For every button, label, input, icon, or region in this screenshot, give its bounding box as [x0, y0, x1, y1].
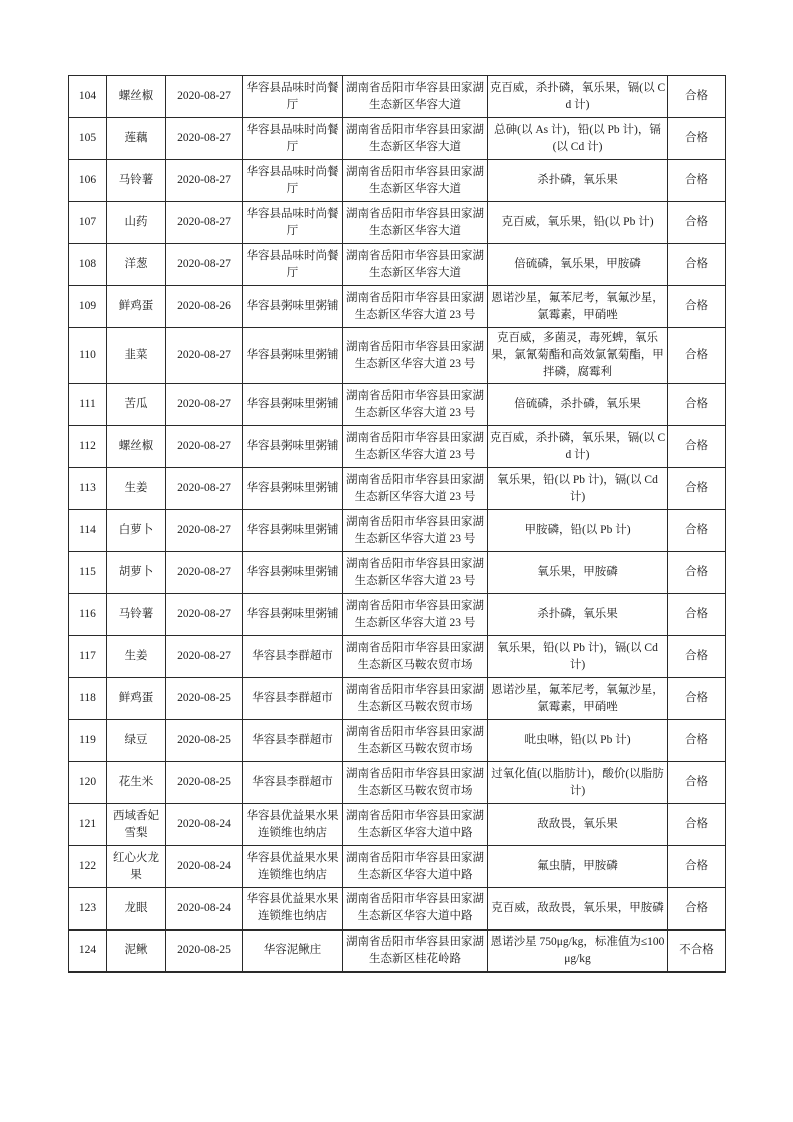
table-row — [69, 930, 726, 972]
table-row — [69, 328, 726, 384]
cell-sample-date: 2020-08-27 — [166, 244, 243, 286]
cell-vendor-address: 湖南省岳阳市华容县田家湖生态新区华容大道 23 号 — [343, 384, 488, 426]
cell-food-name: 韭菜 — [107, 328, 166, 384]
cell-row-number: 112 — [69, 426, 107, 468]
cell-vendor-address: 湖南省岳阳市华容县田家湖生态新区华容大道 23 号 — [343, 510, 488, 552]
cell-test-items: 恩诺沙星，氟苯尼考，氧氟沙星，氯霉素，甲硝唑 — [488, 286, 668, 328]
cell-sample-date: 2020-08-27 — [166, 426, 243, 468]
cell-row-number: 106 — [69, 160, 107, 202]
cell-sample-date: 2020-08-25 — [166, 720, 243, 762]
table-row — [69, 804, 726, 846]
cell-row-number: 110 — [69, 328, 107, 384]
cell-row-number: 124 — [69, 930, 107, 972]
cell-sample-date: 2020-08-26 — [166, 286, 243, 328]
cell-test-items: 倍硫磷，氧乐果，甲胺磷 — [488, 244, 668, 286]
cell-sample-date: 2020-08-27 — [166, 594, 243, 636]
cell-result: 合格 — [668, 636, 726, 678]
cell-result: 合格 — [668, 720, 726, 762]
cell-sample-date: 2020-08-27 — [166, 636, 243, 678]
cell-vendor-address: 湖南省岳阳市华容县田家湖生态新区华容大道 — [343, 244, 488, 286]
table-row — [69, 552, 726, 594]
table-row — [69, 244, 726, 286]
cell-sample-date: 2020-08-27 — [166, 468, 243, 510]
cell-result: 合格 — [668, 594, 726, 636]
cell-vendor-address: 湖南省岳阳市华容县田家湖生态新区马鞍农贸市场 — [343, 762, 488, 804]
cell-test-items: 氧乐果，甲胺磷 — [488, 552, 668, 594]
cell-test-items: 克百威，杀扑磷，氧乐果，镉(以 Cd 计) — [488, 76, 668, 118]
cell-food-name: 龙眼 — [107, 888, 166, 930]
cell-row-number: 122 — [69, 846, 107, 888]
cell-result: 不合格 — [668, 930, 726, 972]
table-row — [69, 678, 726, 720]
cell-result: 合格 — [668, 76, 726, 118]
cell-vendor-address: 湖南省岳阳市华容县田家湖生态新区华容大道 — [343, 118, 488, 160]
cell-food-name: 白萝卜 — [107, 510, 166, 552]
cell-food-name: 马铃薯 — [107, 594, 166, 636]
table-row — [69, 118, 726, 160]
cell-vendor-name: 华容县品味时尚餐厅 — [243, 160, 343, 202]
cell-row-number: 117 — [69, 636, 107, 678]
cell-vendor-address: 湖南省岳阳市华容县田家湖生态新区华容大道 23 号 — [343, 468, 488, 510]
cell-food-name: 山药 — [107, 202, 166, 244]
cell-test-items: 克百威，敌敌畏，氧乐果，甲胺磷 — [488, 888, 668, 930]
table-row — [69, 846, 726, 888]
cell-vendor-address: 湖南省岳阳市华容县田家湖生态新区马鞍农贸市场 — [343, 636, 488, 678]
cell-vendor-name: 华容县优益果水果连锁维也纳店 — [243, 846, 343, 888]
cell-vendor-address: 湖南省岳阳市华容县田家湖生态新区华容大道中路 — [343, 846, 488, 888]
cell-row-number: 123 — [69, 888, 107, 930]
table-row — [69, 888, 726, 930]
cell-vendor-name: 华容县粥味里粥铺 — [243, 594, 343, 636]
cell-sample-date: 2020-08-27 — [166, 328, 243, 384]
table-row — [69, 468, 726, 510]
cell-sample-date: 2020-08-27 — [166, 118, 243, 160]
cell-vendor-name: 华容县粥味里粥铺 — [243, 286, 343, 328]
cell-row-number: 119 — [69, 720, 107, 762]
cell-vendor-address: 湖南省岳阳市华容县田家湖生态新区桂花岭路 — [343, 930, 488, 972]
cell-result: 合格 — [668, 678, 726, 720]
cell-test-items: 氟虫腈，甲胺磷 — [488, 846, 668, 888]
cell-sample-date: 2020-08-24 — [166, 888, 243, 930]
table-row — [69, 510, 726, 552]
cell-sample-date: 2020-08-27 — [166, 202, 243, 244]
cell-row-number: 105 — [69, 118, 107, 160]
cell-food-name: 莲藕 — [107, 118, 166, 160]
cell-food-name: 螺丝椒 — [107, 426, 166, 468]
cell-test-items: 恩诺沙星，氟苯尼考，氧氟沙星，氯霉素，甲硝唑 — [488, 678, 668, 720]
cell-test-items: 恩诺沙星 750μg/kg，标准值为≤100μg/kg — [488, 930, 668, 972]
cell-food-name: 生姜 — [107, 636, 166, 678]
cell-result: 合格 — [668, 244, 726, 286]
cell-sample-date: 2020-08-24 — [166, 846, 243, 888]
cell-result: 合格 — [668, 468, 726, 510]
cell-vendor-name: 华容县粥味里粥铺 — [243, 468, 343, 510]
cell-result: 合格 — [668, 384, 726, 426]
table-row — [69, 202, 726, 244]
cell-sample-date: 2020-08-25 — [166, 762, 243, 804]
cell-result: 合格 — [668, 118, 726, 160]
cell-vendor-name: 华容县李群超市 — [243, 720, 343, 762]
cell-row-number: 116 — [69, 594, 107, 636]
cell-food-name: 生姜 — [107, 468, 166, 510]
cell-food-name: 胡萝卜 — [107, 552, 166, 594]
cell-sample-date: 2020-08-27 — [166, 384, 243, 426]
cell-vendor-address: 湖南省岳阳市华容县田家湖生态新区华容大道 23 号 — [343, 552, 488, 594]
cell-row-number: 113 — [69, 468, 107, 510]
cell-row-number: 104 — [69, 76, 107, 118]
cell-vendor-name: 华容县李群超市 — [243, 678, 343, 720]
cell-test-items: 甲胺磷，铅(以 Pb 计) — [488, 510, 668, 552]
cell-sample-date: 2020-08-24 — [166, 804, 243, 846]
cell-test-items: 克百威，氧乐果，铅(以 Pb 计) — [488, 202, 668, 244]
cell-result: 合格 — [668, 286, 726, 328]
cell-food-name: 红心火龙果 — [107, 846, 166, 888]
cell-vendor-address: 湖南省岳阳市华容县田家湖生态新区华容大道 23 号 — [343, 328, 488, 384]
cell-result: 合格 — [668, 762, 726, 804]
cell-vendor-name: 华容县粥味里粥铺 — [243, 552, 343, 594]
cell-vendor-address: 湖南省岳阳市华容县田家湖生态新区华容大道 — [343, 202, 488, 244]
cell-food-name: 螺丝椒 — [107, 76, 166, 118]
cell-test-items: 倍硫磷，杀扑磷，氧乐果 — [488, 384, 668, 426]
cell-vendor-address: 湖南省岳阳市华容县田家湖生态新区华容大道 23 号 — [343, 426, 488, 468]
cell-sample-date: 2020-08-27 — [166, 76, 243, 118]
cell-sample-date: 2020-08-27 — [166, 510, 243, 552]
cell-test-items: 杀扑磷，氧乐果 — [488, 594, 668, 636]
table-row — [69, 286, 726, 328]
cell-food-name: 绿豆 — [107, 720, 166, 762]
cell-sample-date: 2020-08-25 — [166, 930, 243, 972]
cell-vendor-name: 华容县粥味里粥铺 — [243, 510, 343, 552]
cell-result: 合格 — [668, 846, 726, 888]
cell-vendor-name: 华容县粥味里粥铺 — [243, 384, 343, 426]
cell-test-items: 氧乐果，铅(以 Pb 计)，镉(以 Cd 计) — [488, 636, 668, 678]
cell-vendor-address: 湖南省岳阳市华容县田家湖生态新区华容大道 23 号 — [343, 286, 488, 328]
cell-vendor-address: 湖南省岳阳市华容县田家湖生态新区华容大道 23 号 — [343, 594, 488, 636]
cell-row-number: 109 — [69, 286, 107, 328]
cell-food-name: 鲜鸡蛋 — [107, 286, 166, 328]
cell-row-number: 108 — [69, 244, 107, 286]
cell-food-name: 洋葱 — [107, 244, 166, 286]
cell-food-name: 苦瓜 — [107, 384, 166, 426]
cell-result: 合格 — [668, 202, 726, 244]
cell-vendor-address: 湖南省岳阳市华容县田家湖生态新区华容大道中路 — [343, 888, 488, 930]
cell-vendor-name: 华容县品味时尚餐厅 — [243, 202, 343, 244]
cell-row-number: 114 — [69, 510, 107, 552]
cell-test-items: 总砷(以 As 计)，铅(以 Pb 计)，镉(以 Cd 计) — [488, 118, 668, 160]
table-row — [69, 636, 726, 678]
cell-food-name: 花生米 — [107, 762, 166, 804]
cell-test-items: 过氧化值(以脂肪计)，酸价(以脂肪计) — [488, 762, 668, 804]
table-row — [69, 720, 726, 762]
cell-test-items: 敌敌畏，氧乐果 — [488, 804, 668, 846]
cell-vendor-address: 湖南省岳阳市华容县田家湖生态新区马鞍农贸市场 — [343, 720, 488, 762]
cell-row-number: 111 — [69, 384, 107, 426]
cell-vendor-name: 华容县优益果水果连锁维也纳店 — [243, 804, 343, 846]
cell-vendor-name: 华容县品味时尚餐厅 — [243, 76, 343, 118]
cell-test-items: 吡虫啉，铅(以 Pb 计) — [488, 720, 668, 762]
cell-result: 合格 — [668, 160, 726, 202]
cell-vendor-name: 华容县优益果水果连锁维也纳店 — [243, 888, 343, 930]
cell-vendor-address: 湖南省岳阳市华容县田家湖生态新区华容大道 — [343, 160, 488, 202]
table-row — [69, 594, 726, 636]
cell-result: 合格 — [668, 804, 726, 846]
cell-food-name: 鲜鸡蛋 — [107, 678, 166, 720]
cell-vendor-name: 华容县李群超市 — [243, 762, 343, 804]
cell-test-items: 克百威，杀扑磷，氧乐果，镉(以 Cd 计) — [488, 426, 668, 468]
cell-sample-date: 2020-08-25 — [166, 678, 243, 720]
cell-row-number: 107 — [69, 202, 107, 244]
cell-result: 合格 — [668, 328, 726, 384]
cell-vendor-address: 湖南省岳阳市华容县田家湖生态新区华容大道中路 — [343, 804, 488, 846]
cell-food-name: 西域香妃雪梨 — [107, 804, 166, 846]
table-row — [69, 762, 726, 804]
cell-result: 合格 — [668, 510, 726, 552]
inspection-table-body — [69, 76, 726, 972]
inspection-results-table — [68, 75, 726, 973]
cell-result: 合格 — [668, 552, 726, 594]
table-row — [69, 426, 726, 468]
cell-sample-date: 2020-08-27 — [166, 552, 243, 594]
cell-result: 合格 — [668, 888, 726, 930]
cell-vendor-name: 华容县粥味里粥铺 — [243, 426, 343, 468]
cell-food-name: 泥鳅 — [107, 930, 166, 972]
cell-row-number: 121 — [69, 804, 107, 846]
cell-vendor-name: 华容县粥味里粥铺 — [243, 328, 343, 384]
cell-sample-date: 2020-08-27 — [166, 160, 243, 202]
table-row — [69, 160, 726, 202]
cell-row-number: 118 — [69, 678, 107, 720]
table-row — [69, 76, 726, 118]
cell-vendor-name: 华容泥鳅庄 — [243, 930, 343, 972]
cell-test-items: 杀扑磷，氧乐果 — [488, 160, 668, 202]
cell-row-number: 120 — [69, 762, 107, 804]
cell-vendor-name: 华容县李群超市 — [243, 636, 343, 678]
cell-food-name: 马铃薯 — [107, 160, 166, 202]
table-row — [69, 384, 726, 426]
cell-vendor-address: 湖南省岳阳市华容县田家湖生态新区华容大道 — [343, 76, 488, 118]
cell-row-number: 115 — [69, 552, 107, 594]
cell-vendor-name: 华容县品味时尚餐厅 — [243, 118, 343, 160]
cell-result: 合格 — [668, 426, 726, 468]
cell-test-items: 氧乐果，铅(以 Pb 计)，镉(以 Cd 计) — [488, 468, 668, 510]
cell-vendor-name: 华容县品味时尚餐厅 — [243, 244, 343, 286]
cell-test-items: 克百威，多菌灵，毒死蜱，氧乐果，氯氰菊酯和高效氯氰菊酯，甲拌磷，腐霉利 — [488, 328, 668, 384]
cell-vendor-address: 湖南省岳阳市华容县田家湖生态新区马鞍农贸市场 — [343, 678, 488, 720]
